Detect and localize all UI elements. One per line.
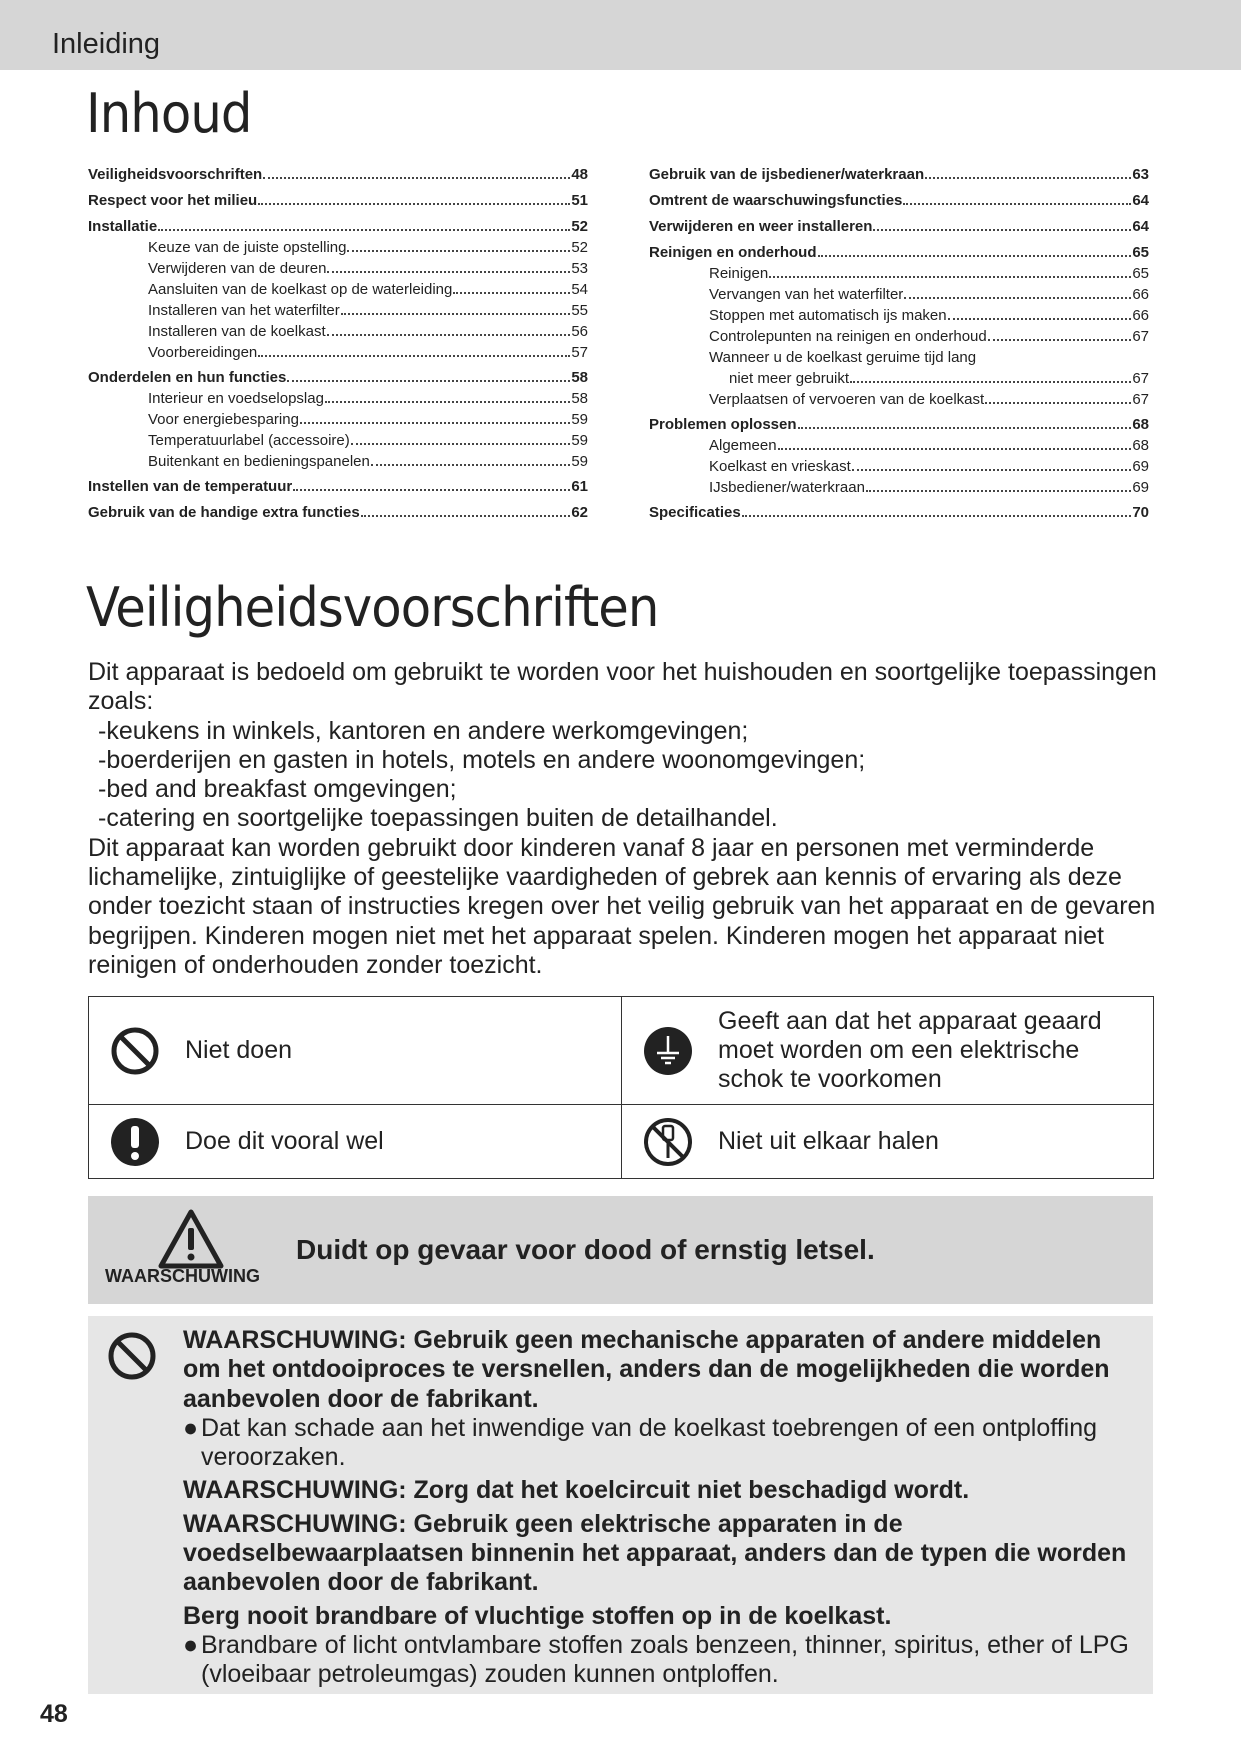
intro-lead: Dit apparaat is bedoeld om gebruikt te worden voor het huishouden en soortgelijke toepassingen zoals:: [88, 658, 1157, 716]
symbol-cell: [622, 1105, 1154, 1179]
toc-dot-leader: [371, 464, 570, 466]
toc-entry-page: 56: [571, 323, 588, 340]
toc-entry-page: 65: [1132, 244, 1149, 261]
intro-children-paragraph: Dit apparaat kan worden gebruikt door kinderen vanaf 8 jaar en personen met verminderde lichamelijke, zintuiglijke of geestelijke vaardigheden of gebrek aan kennis of ervaring als deze onder toezicht staan of instructies kregen over het veilig gebruik van het apparaat en de gevaren begrijpen. Kinderen mogen niet met het apparaat spelen. Kinderen mogen het apparaat niet reinigen of onderhouden zonder toezicht.: [88, 833, 1156, 979]
toc-entry: [649, 216, 1149, 237]
header-band: [0, 0, 1241, 70]
toc-dot-leader: [778, 448, 1132, 450]
toc-entry-label: Veiligheidsvoorschriften: [88, 166, 263, 183]
toc-entry-page: 67: [1132, 370, 1149, 387]
toc-entry-label: Onderdelen en hun functies: [88, 369, 287, 386]
toc-dot-leader: [866, 490, 1131, 492]
ground-icon: [642, 1025, 694, 1077]
prohibition-icon: [109, 1025, 161, 1077]
toc-dot-leader: [327, 271, 570, 273]
warning-content: [183, 1326, 1143, 1690]
warning-banner: [88, 1196, 1153, 1304]
toc-entry: [88, 367, 588, 388]
toc-dot-leader: [293, 489, 570, 491]
toc-dot-leader: [300, 422, 570, 424]
warning-triangle-icon: [158, 1208, 224, 1270]
toc-entry-page: 65: [1132, 265, 1149, 282]
toc-entry-page: 52: [571, 218, 588, 235]
toc-entry: [649, 347, 1149, 368]
toc-dot-leader: [742, 515, 1132, 517]
toc-dot-leader: [325, 401, 570, 403]
toc-entry: [88, 216, 588, 237]
toc-entry-page: 64: [1132, 218, 1149, 235]
warning-statement: WAARSCHUWING: Gebruik geen mechanische apparaten of andere middelen om het ontdooiproces te versnellen, anders dan de mogelijkheden die worden aanbevolen door de fabrikant.: [183, 1326, 1110, 1413]
toc-entry-label: Installatie: [88, 218, 158, 235]
toc-entry-page: 62: [571, 504, 588, 521]
toc-entry-page: 58: [571, 369, 588, 386]
toc-entry: [649, 326, 1149, 347]
toc-entry-label: Gebruik van de ijsbediener/waterkraan: [649, 166, 925, 183]
section-label: Inleiding: [52, 28, 161, 60]
toc-dot-leader: [850, 381, 1131, 383]
toc-entry: [88, 258, 588, 279]
toc-entry-label: Koelkast en vrieskast: [709, 458, 851, 475]
toc-entry-page: 68: [1132, 437, 1149, 454]
symbol-label-no-disassemble: Niet uit elkaar halen: [718, 1127, 939, 1155]
symbol-label-do-not: Niet doen: [185, 1036, 293, 1064]
toc-entry: [649, 456, 1149, 477]
toc-entry-label: niet meer gebruikt: [729, 370, 850, 387]
toc-entry-label: Verplaatsen of vervoeren van de koelkast: [709, 391, 985, 408]
toc-entry-page: 63: [1132, 166, 1149, 183]
toc-entry-page: 52: [571, 239, 588, 256]
toc-dot-leader: [258, 355, 570, 357]
toc-entry-label: Reinigen en onderhoud: [649, 244, 817, 261]
toc-dot-leader: [453, 292, 570, 294]
toc-entry: [88, 342, 588, 363]
warning-bullet: [183, 1414, 1143, 1473]
warning-bullet: [183, 1631, 1143, 1690]
toc-dot-leader: [904, 297, 1131, 299]
intro-bullet: -bed and breakfast omgevingen;: [98, 775, 457, 804]
toc-entry-page: 59: [571, 432, 588, 449]
symbol-cell: [89, 997, 622, 1105]
toc-dot-leader: [903, 203, 1131, 205]
toc-entry: [88, 164, 588, 185]
toc-entry-page: 48: [571, 166, 588, 183]
toc-entry-page: 53: [571, 260, 588, 277]
toc-entry-label: Respect voor het milieu: [88, 192, 258, 209]
toc-dot-leader: [327, 334, 571, 336]
toc-entry: [88, 388, 588, 409]
symbol-cell: [622, 997, 1154, 1105]
toc-dot-leader: [158, 229, 570, 231]
warning-bullet-text: Dat kan schade aan het inwendige van de koelkast toebrengen of een ontploffing veroorzaken.: [201, 1413, 1098, 1472]
toc-dot-leader: [873, 229, 1131, 231]
symbol-label-ground: Geeft aan dat het apparaat geaard moet worden om een elektrische schok te voorkomen: [718, 1007, 1102, 1093]
intro-bullet: -catering en soortgelijke toepassingen buiten de detailhandel.: [98, 804, 778, 833]
toc-dot-leader: [287, 380, 570, 382]
toc-entry-page: 67: [1132, 391, 1149, 408]
toc-entry-label: Vervangen van het waterfilter: [709, 286, 904, 303]
safety-intro: [88, 658, 1168, 980]
toc-dot-leader: [347, 250, 570, 252]
toc-entry: [88, 190, 588, 211]
toc-entry-label: Controlepunten na reinigen en onderhoud: [709, 328, 987, 345]
toc-entry-page: 51: [571, 192, 588, 209]
toc-entry-page: 69: [1132, 458, 1149, 475]
toc-entry-label: Voor energiebesparing: [148, 411, 299, 428]
toc-entry: [88, 409, 588, 430]
toc-entry: [88, 502, 588, 523]
toc-entry-label: Problemen oplossen: [649, 416, 797, 433]
toc-entry: [649, 389, 1149, 410]
toc-dot-leader: [798, 427, 1132, 429]
no-disassemble-icon: [642, 1116, 694, 1168]
toc-entry-label: Stoppen met automatisch ijs maken: [709, 307, 947, 324]
toc-entry: [88, 321, 588, 342]
toc-entry-page: 59: [571, 453, 588, 470]
warning-box: [88, 1316, 1153, 1694]
warning-banner-text: Duidt op gevaar voor dood of ernstig letsel.: [296, 1234, 875, 1265]
toc-left-column: [88, 164, 588, 523]
toc-entry: [649, 368, 1149, 389]
warning-statement: Berg nooit brandbare of vluchtige stoffen op in de koelkast.: [183, 1601, 892, 1630]
warning-statement: WAARSCHUWING: Gebruik geen elektrische apparaten in de voedselbewaarplaatsen binnenin het apparaat, anders dan de typen die worden aanbevolen door de fabrikant.: [183, 1509, 1127, 1597]
toc-entry-label: Verwijderen en weer installeren: [649, 218, 873, 235]
toc-entry-page: 68: [1132, 416, 1149, 433]
toc-entry-page: 66: [1132, 307, 1149, 324]
toc-entry: [88, 237, 588, 258]
symbol-label-must-do: Doe dit vooral wel: [185, 1127, 384, 1155]
toc-dot-leader: [263, 177, 570, 179]
symbol-legend-table: [88, 996, 1154, 1179]
toc-entry-label: IJsbediener/waterkraan: [709, 479, 865, 496]
warning-statement: WAARSCHUWING: Zorg dat het koelcircuit niet beschadigd wordt.: [183, 1476, 970, 1505]
toc-dot-leader: [818, 255, 1132, 257]
toc-entry-page: 57: [571, 344, 588, 361]
toc-dot-leader: [925, 177, 1131, 179]
toc-dot-leader: [341, 313, 571, 315]
toc-entry-page: 66: [1132, 286, 1149, 303]
toc-entry: [649, 305, 1149, 326]
toc-dot-leader: [988, 339, 1132, 341]
toc-entry-label: Interieur en voedselopslag: [148, 390, 324, 407]
toc-entry-label: Wanneer u de koelkast geruime tijd lang: [709, 349, 977, 366]
toc-entry-label: Instellen van de temperatuur: [88, 478, 293, 495]
toc-entry-label: Temperatuurlabel (accessoire): [148, 432, 350, 449]
intro-bullet: -keukens in winkels, kantoren en andere werkomgevingen;: [98, 716, 749, 745]
toc-dot-leader: [258, 203, 570, 205]
toc-entry-label: Installeren van de koelkast: [148, 323, 326, 340]
safety-title: Veiligheidsvoorschriften: [86, 576, 659, 639]
toc-entry-page: 64: [1132, 192, 1149, 209]
toc-entry: [88, 279, 588, 300]
toc-entry: [649, 435, 1149, 456]
toc-entry: [649, 164, 1149, 185]
toc-entry-label: Reinigen: [709, 265, 769, 282]
toc-entry-page: 69: [1132, 479, 1149, 496]
toc-dot-leader: [948, 318, 1132, 320]
toc-entry: [88, 430, 588, 451]
toc-entry: [88, 451, 588, 472]
toc-entry-label: Buitenkant en bedieningspanelen: [148, 453, 370, 470]
toc-entry: [649, 284, 1149, 305]
toc-dot-leader: [361, 515, 571, 517]
toc-entry: [88, 300, 588, 321]
toc-entry-page: 67: [1132, 328, 1149, 345]
toc-title: Inhoud: [86, 82, 252, 145]
toc-entry: [649, 190, 1149, 211]
toc-entry-label: Keuze van de juiste opstelling: [148, 239, 347, 256]
toc-entry: [649, 263, 1149, 284]
toc-entry-label: Specificaties: [649, 504, 741, 521]
intro-bullet: -boerderijen en gasten in hotels, motels en andere woonomgevingen;: [98, 745, 866, 774]
warning-bullet-text: Brandbare of licht ontvlambare stoffen zoals benzeen, thinner, spiritus, ether of LPG (vloeibaar petroleumgas) zouden kunnen ontploffen.: [201, 1630, 1129, 1689]
toc-dot-leader: [852, 469, 1132, 471]
toc-entry: [649, 477, 1149, 498]
bullet-glyph: ●: [183, 1630, 199, 1659]
toc-entry-label: Aansluiten van de koelkast op de waterleiding: [148, 281, 453, 298]
toc-dot-leader: [351, 443, 571, 445]
toc-entry-label: Verwijderen van de deuren: [148, 260, 327, 277]
toc-entry: [649, 414, 1149, 435]
toc-entry: [88, 476, 588, 497]
toc-entry-label: Algemeen: [709, 437, 777, 454]
toc-entry-label: Omtrent de waarschuwingsfuncties: [649, 192, 903, 209]
toc-entry-page: 55: [571, 302, 588, 319]
toc-entry-page: 61: [571, 478, 588, 495]
toc-entry-page: 70: [1132, 504, 1149, 521]
toc-entry-label: Voorbereidingen: [148, 344, 258, 361]
page-number: 48: [40, 1700, 68, 1728]
toc-entry-page: 54: [571, 281, 588, 298]
warning-label: WAARSCHUWING: [105, 1266, 260, 1286]
toc-entry-page: 58: [571, 390, 588, 407]
toc-right-column: [649, 164, 1149, 523]
exclamation-icon: [109, 1116, 161, 1168]
toc-dot-leader: [769, 276, 1131, 278]
toc-entry-page: 59: [571, 411, 588, 428]
bullet-glyph: ●: [183, 1413, 199, 1442]
toc-entry: [649, 242, 1149, 263]
toc-dot-leader: [985, 402, 1131, 404]
toc-entry: [649, 502, 1149, 523]
toc-entry-label: Gebruik van de handige extra functies: [88, 504, 360, 521]
prohibition-icon: [106, 1330, 158, 1382]
toc-entry-label: Installeren van het waterfilter: [148, 302, 340, 319]
symbol-cell: [89, 1105, 622, 1179]
